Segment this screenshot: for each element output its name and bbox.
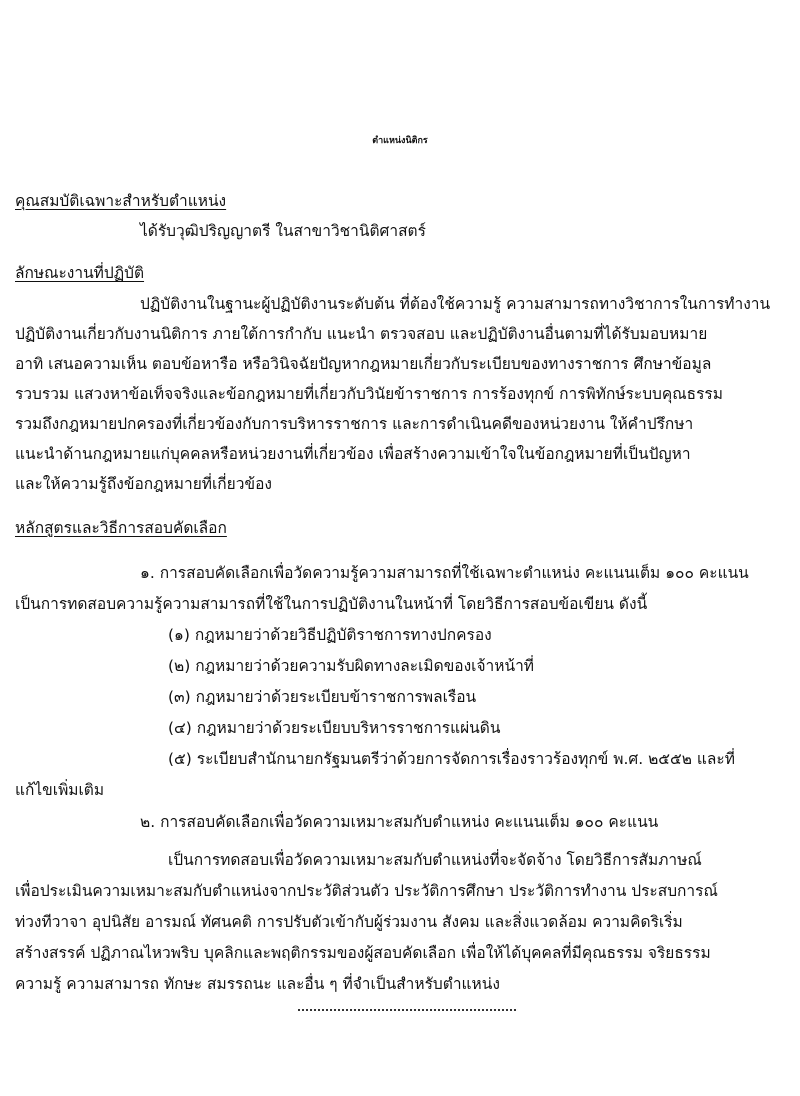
end-dotted-line <box>298 1009 516 1011</box>
duties-line: อาทิ เสนอความเห็น ตอบข้อหารือ หรือวินิจฉัยปัญหากฎหมายเกี่ยวกับระเบียบของทางราชการ ศึกษาข้อมูล <box>15 355 712 373</box>
selection-item2-line: เพื่อประเมินความเหมาะสมกับตำแหน่งจากประวัติส่วนตัว ประวัติการศึกษา ประวัติการทำงาน ประสบการณ์ <box>15 882 718 900</box>
duties-line: ปฏิบัติงานในฐานะผู้ปฏิบัติงานระดับต้น ที่ต้องใช้ความรู้ ความสามารถทางวิชาการในการทำงาน <box>140 295 771 313</box>
selection-item2-line: ความรู้ ความสามารถ ทักษะ สมรรถนะ และอื่น ๆ ที่จำเป็นสำหรับตำแหน่ง <box>15 975 500 993</box>
duties-line: ปฏิบัติงานเกี่ยวกับงานนิติการ ภายใต้การกำกับ แนะนำ ตรวจสอบ และปฏิบัติงานอื่นตามที่ได้รับมอบหมาย <box>15 325 708 343</box>
selection-heading: หลักสูตรและวิธีการสอบคัดเลือก <box>15 519 227 537</box>
selection-item1-line1: ๑. การสอบคัดเลือกเพื่อวัดความรู้ความสามารถที่ใช้เฉพาะตำแหน่ง คะแนนเต็ม ๑๐๐ คะแนน <box>140 564 749 582</box>
exam-subject-item: (๔) กฎหมายว่าด้วยระเบียบบริหารราชการแผ่นดิน <box>168 719 501 737</box>
selection-item2-line: สร้างสรรค์ ปฏิภาณไหวพริบ บุคลิกและพฤติกรรมของผู้สอบคัดเลือก เพื่อให้ได้บุคคลที่มีคุณธรรม จริยธรรม <box>15 944 711 962</box>
duties-line: และให้ความรู้ถึงข้อกฎหมายที่เกี่ยวข้อง <box>15 475 272 493</box>
selection-item2-line: ท่วงทีวาจา อุปนิสัย อารมณ์ ทัศนคติ การปรับตัวเข้ากับผู้ร่วมงาน สังคม และสิ่งแวดล้อม ความคิดริเริ่ม <box>15 913 683 931</box>
selection-item2-line1: ๒. การสอบคัดเลือกเพื่อวัดความเหมาะสมกับตำแหน่ง คะแนนเต็ม ๑๐๐ คะแนน <box>140 813 659 831</box>
qualifications-heading: คุณสมบัติเฉพาะสำหรับตำแหน่ง <box>15 192 227 210</box>
duties-heading: ลักษณะงานที่ปฏิบัติ <box>15 264 145 282</box>
duties-line: แนะนำด้านกฎหมายแก่บุคคลหรือหน่วยงานที่เกี่ยวข้อง เพื่อสร้างความเข้าใจในข้อกฎหมายที่เป็นปัญหา <box>15 445 691 463</box>
document-title: ตำแหน่งนิติกร <box>372 136 428 146</box>
qualifications-text: ได้รับวุฒิปริญญาตรี ในสาขาวิชานิติศาสตร์ <box>140 222 426 240</box>
duties-line: รวบรวม แสวงหาข้อเท็จจริงและข้อกฎหมายที่เกี่ยวกับวินัยข้าราชการ การร้องทุกข์ การพิทักษ์ระบบคุณธรรม <box>15 385 723 403</box>
selection-item1-line2: เป็นการทดสอบความรู้ความสามารถที่ใช้ในการปฏิบัติงานในหน้าที่ โดยวิธีการสอบข้อเขียน ดังนี้ <box>15 595 648 613</box>
duties-line: รวมถึงกฎหมายปกครองที่เกี่ยวข้องกับการบริหารราชการ และการดำเนินคดีของหน่วยงาน ให้คำปรึกษา <box>15 415 694 433</box>
exam-subject-continuation: แก้ไขเพิ่มเติม <box>15 781 105 799</box>
exam-subject-item: (๓) กฎหมายว่าด้วยระเบียบข้าราชการพลเรือน <box>168 688 477 706</box>
selection-item2-line: เป็นการทดสอบเพื่อวัดความเหมาะสมกับตำแหน่งที่จะจัดจ้าง โดยวิธีการสัมภาษณ์ <box>168 851 702 869</box>
exam-subject-item: (๒) กฎหมายว่าด้วยความรับผิดทางละเมิดของเจ้าหน้าที่ <box>168 657 534 675</box>
exam-subject-item: (๕) ระเบียบสำนักนายกรัฐมนตรีว่าด้วยการจัดการเรื่องราวร้องทุกข์ พ.ศ. ๒๕๕๒ และที่ <box>168 750 735 768</box>
exam-subject-item: (๑) กฎหมายว่าด้วยวิธีปฏิบัติราชการทางปกครอง <box>168 626 492 644</box>
